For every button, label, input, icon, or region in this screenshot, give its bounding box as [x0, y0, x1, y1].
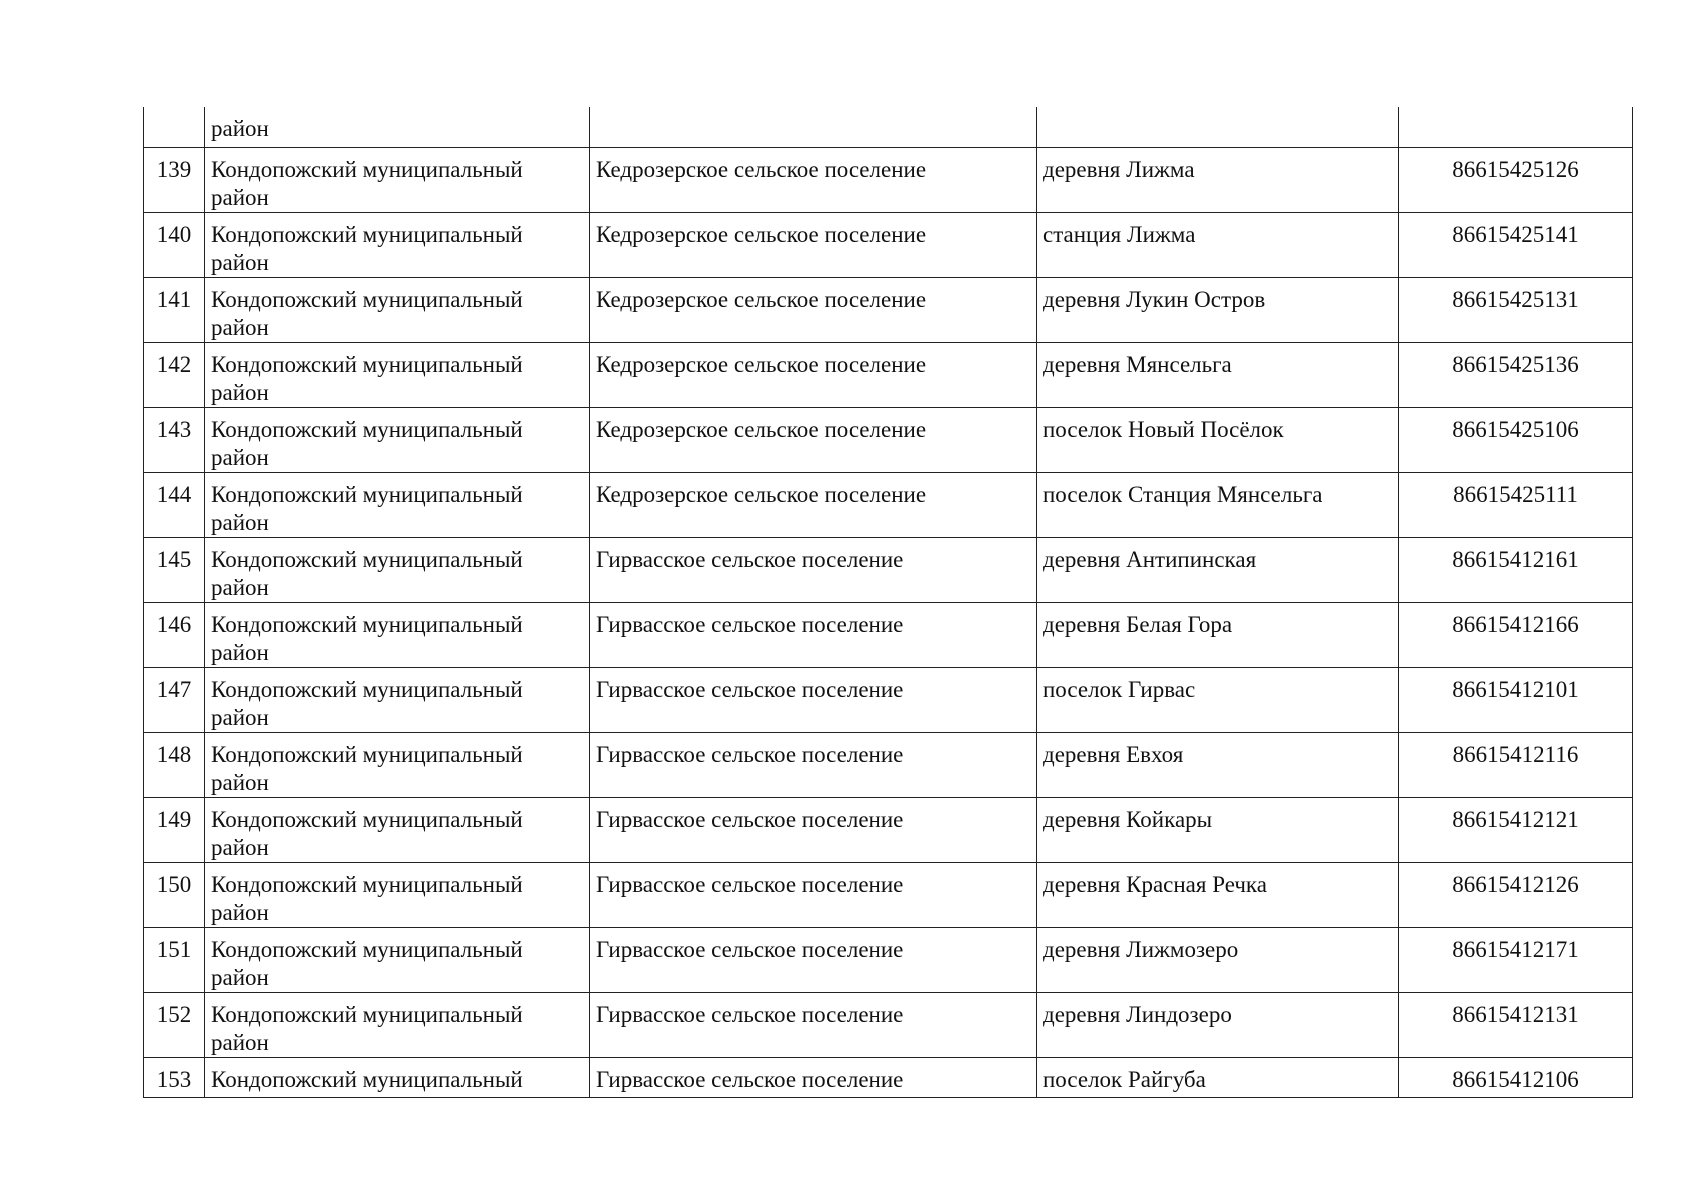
district-cell: Кондопожский муниципальный район: [205, 537, 590, 602]
table-row: [144, 667, 1633, 732]
settlement-cell: Гирвасское сельское поселение: [590, 927, 1037, 992]
locality-cell: деревня Мянсельга: [1037, 342, 1399, 407]
settlement-cell: Гирвасское сельское поселение: [590, 732, 1037, 797]
table-row: [144, 797, 1633, 862]
settlement-cell: Гирвасское сельское поселение: [590, 992, 1037, 1057]
table-row: [144, 407, 1633, 472]
settlement-cell: Кедрозерское сельское поселение: [590, 277, 1037, 342]
settlement-cell: Кедрозерское сельское поселение: [590, 212, 1037, 277]
row-number-cell: 139: [144, 147, 205, 212]
row-number-cell: 143: [144, 407, 205, 472]
code-cell: 86615412116: [1399, 732, 1633, 797]
locality-cell: поселок Гирвас: [1037, 667, 1399, 732]
row-number-cell: [144, 107, 205, 147]
row-number-cell: 142: [144, 342, 205, 407]
code-cell: 86615425111: [1399, 472, 1633, 537]
row-number-cell: 150: [144, 862, 205, 927]
district-cell: Кондопожский муниципальный район: [205, 667, 590, 732]
row-number-cell: 152: [144, 992, 205, 1057]
settlement-cell: Гирвасское сельское поселение: [590, 537, 1037, 602]
district-cell: Кондопожский муниципальный район: [205, 342, 590, 407]
settlement-cell: Гирвасское сельское поселение: [590, 667, 1037, 732]
settlement-cell: Гирвасское сельское поселение: [590, 797, 1037, 862]
table-row-continuation: [144, 107, 1633, 147]
code-cell: 86615425136: [1399, 342, 1633, 407]
locality-cell: поселок Райгуба: [1037, 1057, 1399, 1097]
district-cell: Кондопожский муниципальный район: [205, 992, 590, 1057]
settlement-cell: Кедрозерское сельское поселение: [590, 407, 1037, 472]
locality-cell: поселок Станция Мянсельга: [1037, 472, 1399, 537]
settlements-table: [143, 107, 1633, 1098]
code-cell: 86615412166: [1399, 602, 1633, 667]
row-number-cell: 153: [144, 1057, 205, 1097]
locality-cell: [1037, 107, 1399, 147]
code-cell: 86615412121: [1399, 797, 1633, 862]
settlement-cell: Кедрозерское сельское поселение: [590, 472, 1037, 537]
table-row: [144, 212, 1633, 277]
settlement-cell: [590, 107, 1037, 147]
row-number-cell: 141: [144, 277, 205, 342]
code-cell: 86615412101: [1399, 667, 1633, 732]
settlement-cell: Кедрозерское сельское поселение: [590, 147, 1037, 212]
locality-cell: деревня Красная Речка: [1037, 862, 1399, 927]
row-number-cell: 149: [144, 797, 205, 862]
table-row: [144, 992, 1633, 1057]
table-body: [144, 107, 1633, 1097]
locality-cell: станция Лижма: [1037, 212, 1399, 277]
settlement-cell: Гирвасское сельское поселение: [590, 602, 1037, 667]
district-cell: Кондопожский муниципальный район: [205, 147, 590, 212]
settlement-cell: Гирвасское сельское поселение: [590, 862, 1037, 927]
row-number-cell: 147: [144, 667, 205, 732]
code-cell: 86615412161: [1399, 537, 1633, 602]
locality-cell: деревня Лижма: [1037, 147, 1399, 212]
code-cell: 86615425106: [1399, 407, 1633, 472]
locality-cell: поселок Новый Посёлок: [1037, 407, 1399, 472]
table-row: [144, 1057, 1633, 1097]
district-cell: Кондопожский муниципальный район: [205, 472, 590, 537]
code-cell: 86615425131: [1399, 277, 1633, 342]
row-number-cell: 144: [144, 472, 205, 537]
table-row: [144, 927, 1633, 992]
locality-cell: деревня Линдозеро: [1037, 992, 1399, 1057]
settlement-cell: Гирвасское сельское поселение: [590, 1057, 1037, 1097]
district-cell: Кондопожский муниципальный: [205, 1057, 590, 1097]
code-cell: 86615412171: [1399, 927, 1633, 992]
table-row: [144, 602, 1633, 667]
locality-cell: деревня Антипинская: [1037, 537, 1399, 602]
locality-cell: деревня Белая Гора: [1037, 602, 1399, 667]
row-number-cell: 146: [144, 602, 205, 667]
district-cell: Кондопожский муниципальный район: [205, 927, 590, 992]
table-row: [144, 472, 1633, 537]
district-cell: Кондопожский муниципальный район: [205, 407, 590, 472]
table-row: [144, 732, 1633, 797]
locality-cell: деревня Лижмозеро: [1037, 927, 1399, 992]
row-number-cell: 151: [144, 927, 205, 992]
district-cell: Кондопожский муниципальный район: [205, 797, 590, 862]
code-cell: 86615412126: [1399, 862, 1633, 927]
code-cell: [1399, 107, 1633, 147]
district-cell: Кондопожский муниципальный район: [205, 862, 590, 927]
district-cell: район: [205, 107, 590, 147]
district-cell: Кондопожский муниципальный район: [205, 732, 590, 797]
table-row: [144, 862, 1633, 927]
code-cell: 86615412106: [1399, 1057, 1633, 1097]
settlement-cell: Кедрозерское сельское поселение: [590, 342, 1037, 407]
district-cell: Кондопожский муниципальный район: [205, 602, 590, 667]
table-row: [144, 277, 1633, 342]
locality-cell: деревня Койкары: [1037, 797, 1399, 862]
code-cell: 86615412131: [1399, 992, 1633, 1057]
locality-cell: деревня Евхоя: [1037, 732, 1399, 797]
code-cell: 86615425141: [1399, 212, 1633, 277]
table-row: [144, 147, 1633, 212]
district-cell: Кондопожский муниципальный район: [205, 212, 590, 277]
table-row: [144, 342, 1633, 407]
district-cell: Кондопожский муниципальный район: [205, 277, 590, 342]
locality-cell: деревня Лукин Остров: [1037, 277, 1399, 342]
row-number-cell: 140: [144, 212, 205, 277]
code-cell: 86615425126: [1399, 147, 1633, 212]
row-number-cell: 148: [144, 732, 205, 797]
row-number-cell: 145: [144, 537, 205, 602]
table-row: [144, 537, 1633, 602]
